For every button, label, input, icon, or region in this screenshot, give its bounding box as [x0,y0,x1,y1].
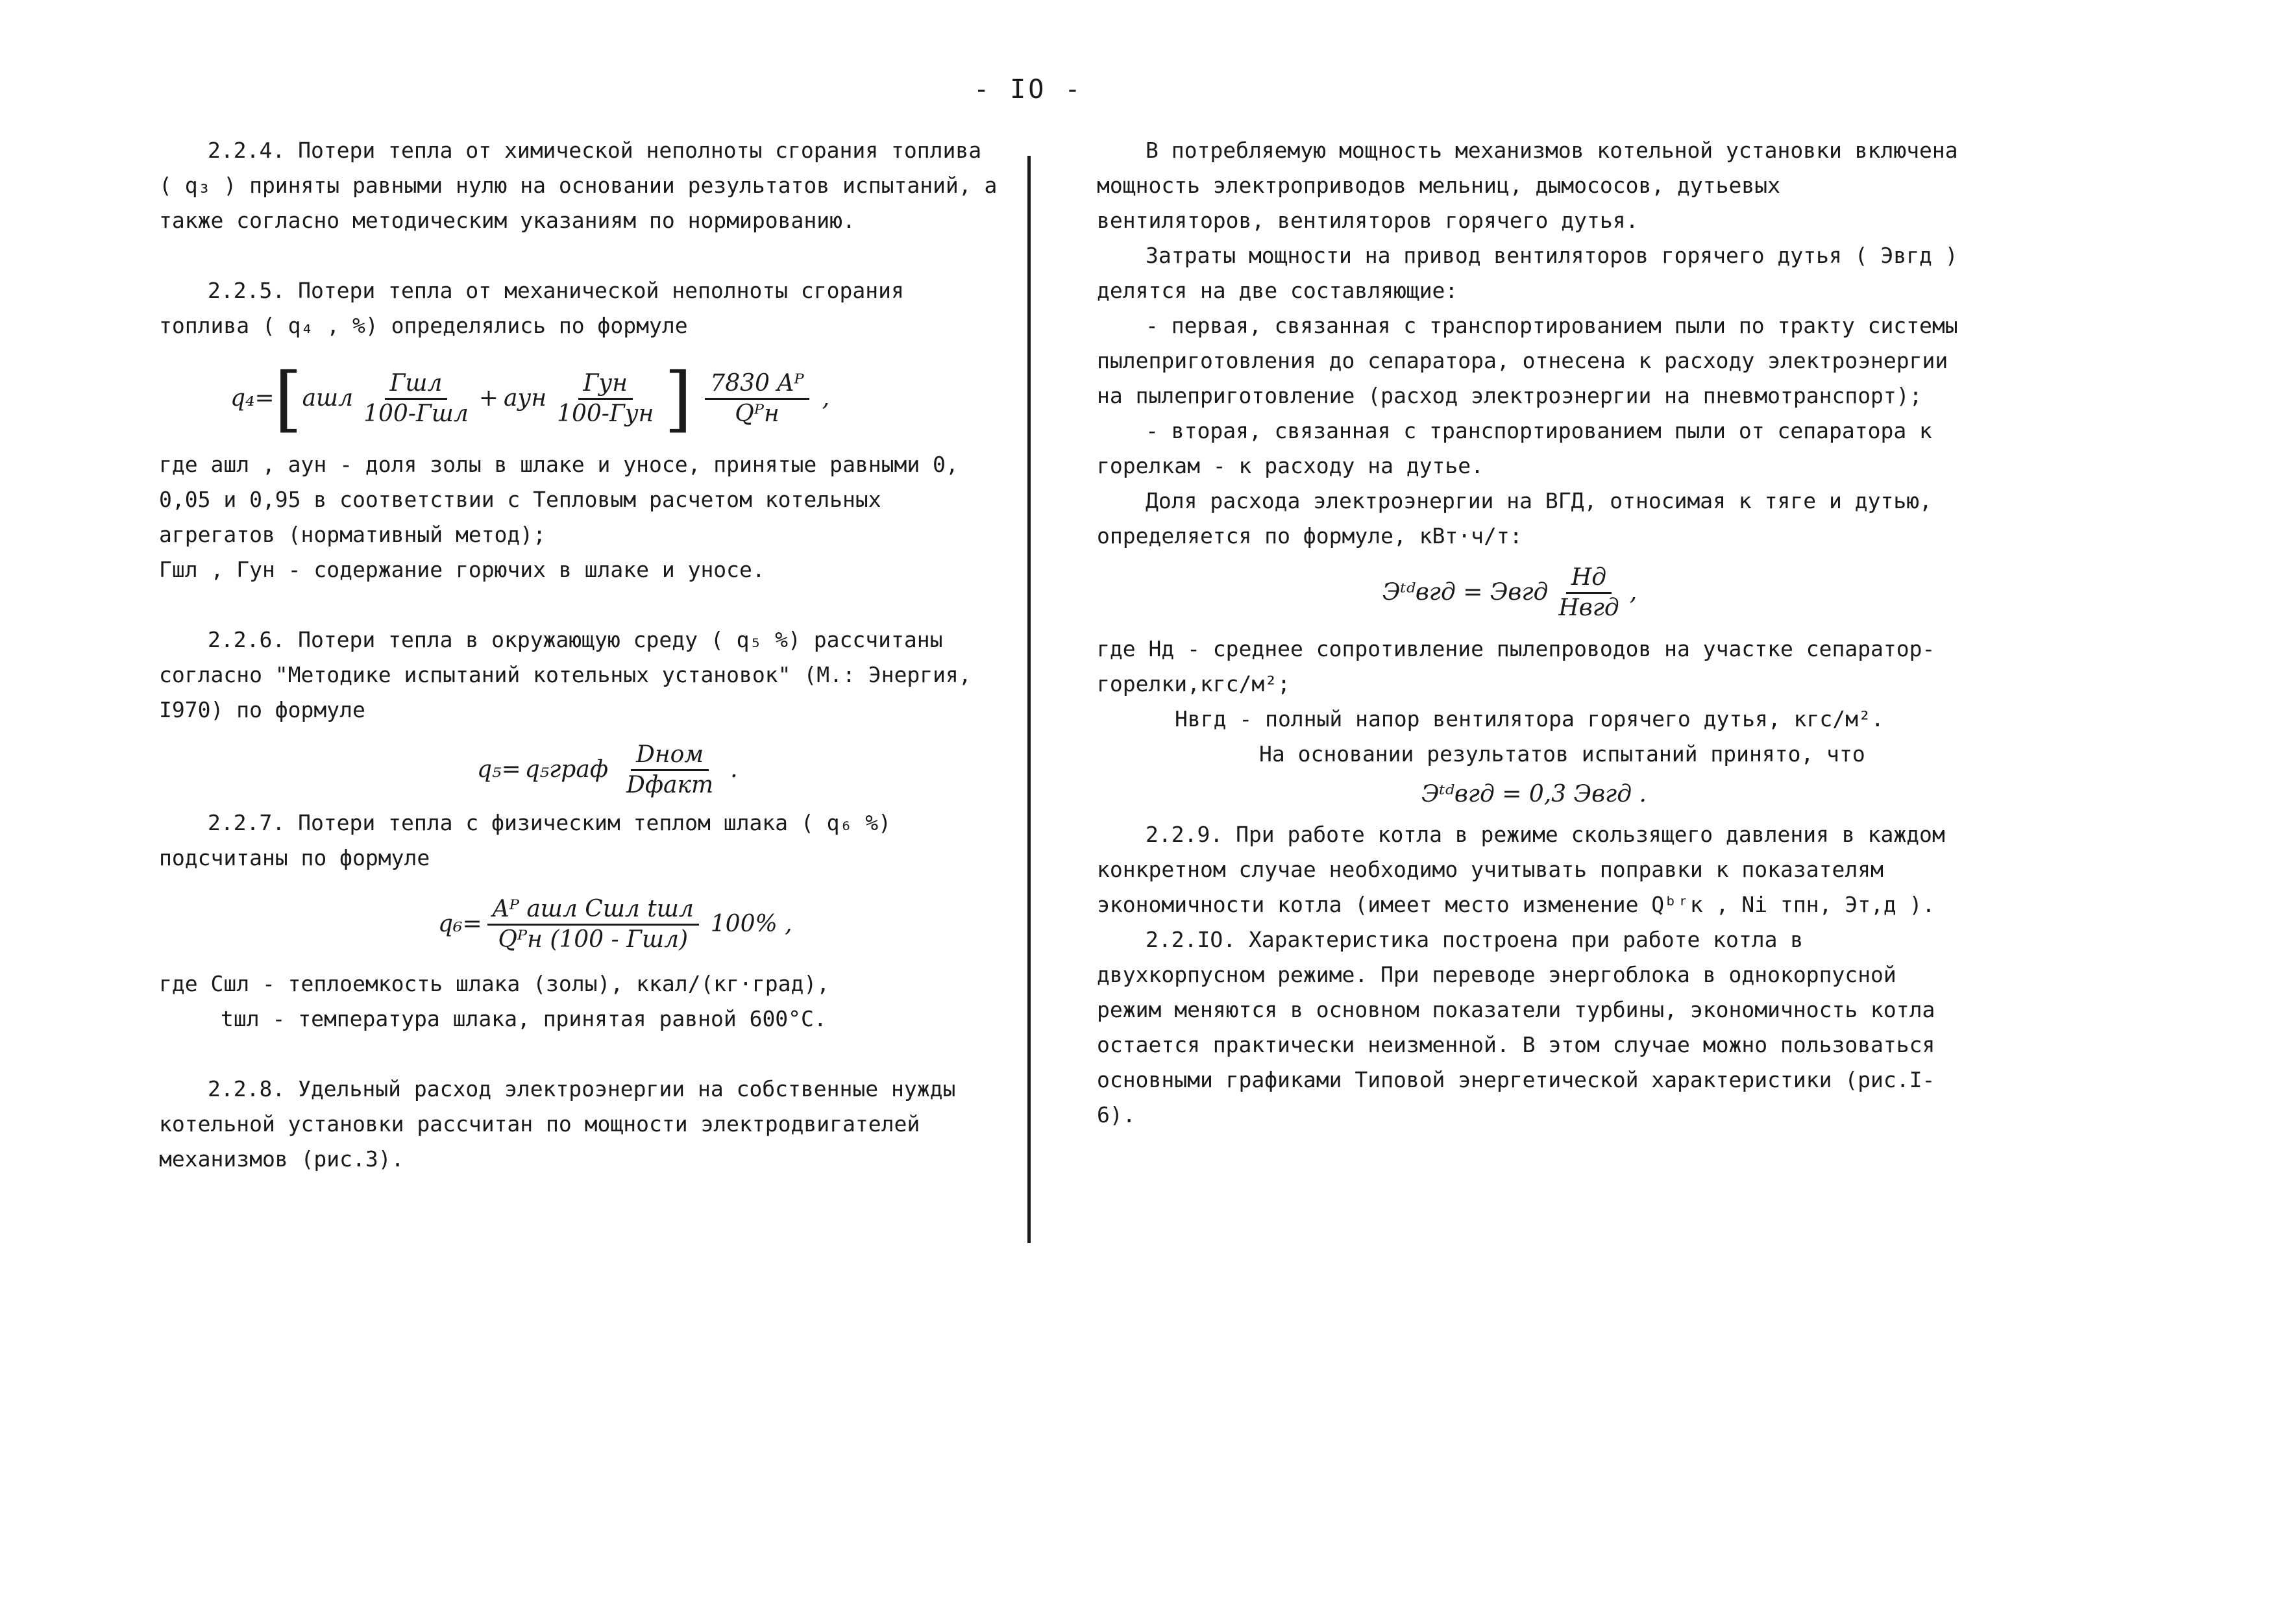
formula-q4-lhs: q₄ [230,385,255,412]
formula-q4-bracket-left: [ [274,357,302,440]
formula-q4-a-un: aун [504,385,547,412]
paragraph-test-results: На основании результатов испытаний принято, что [1259,741,1865,767]
paragraph-fan-costs: Затраты мощности на привод вентиляторов горячего дутья ( Эвгд ) делятся на две составляющие: [1097,243,1958,303]
formula-q4-frac-un [552,369,659,428]
where-ash-fraction: где aшл , aун - доля золы в шлаке и уносе, принятые равными 0, 0,05 и 0,95 в соответствии с Тепловым расчетом котельных агрегатов (нормативный метод); [159,452,959,547]
paragraph-second-component: - вторая, связанная с транспортированием пыли от сепаратора к горелкам - к расходу на дутье. [1097,418,1932,478]
paragraph-2-2-8: 2.2.8. Удельный расход электроэнергии на собственные нужды котельной установки рассчитан по мощности электродвигателей механизмов (рис.3). [159,1076,956,1172]
formula-q5-lhs: q₅= [477,756,521,783]
paragraph-2-2-4: 2.2.4. Потери тепла от химической неполноты сгорания топлива ( q₃ ) приняты равными нулю на основании результатов испытаний, а также согласно методическим указаниям по нормированию. [159,138,998,233]
formula-q5-frac [621,741,718,800]
formula-q4-frac-fuel-num: 7830 Aᴾ [705,369,809,400]
formula-e-vgd-frac-den: Hвгд [1558,594,1619,621]
formula-q4-frac-shl-den: 100-Гшл [363,400,469,427]
paragraph-power-intro: В потребляемую мощность механизмов котельной установки включена мощность электроприводов мельниц, дымососов, дутьевых вентиляторов, вентиляторов горячего дутья. [1097,138,1958,233]
formula-q4-a-shl: aшл [302,385,354,412]
where-slag-heat-capacity: где Cшл - теплоемкость шлака (золы), ккал/(кг·град), [159,971,830,996]
formula-q5: q₅= q₅граф $\frac{\text{Dном}}{\text{Dфакт}}$ . [477,741,738,798]
formula-q6-frac [487,895,699,954]
formula-q4-frac-fuel-den: Qᴾн [735,400,779,427]
paragraph-share-formula: Доля расхода электроэнергии на ВГД, относимая к тяге и дутью, определяется по формуле, кВт·ч/т: [1097,488,1932,548]
paragraph-2-2-9: 2.2.9. При работе котла в режиме скользящего давления в каждом конкретном случае необходимо учитывать поправки к показателям экономичности котла (имеет место изменение Qᵇʳк , Ni тпн, Эт,д ). [1097,822,1945,917]
formula-q6-tail: 100% , [710,911,792,937]
formula-q4-frac-un-num: Гун [578,369,633,400]
formula-q5-frac-den: Dфакт [626,771,714,798]
formula-q4-frac-fuel [705,369,809,428]
where-fan-head: Hвгд - полный напор вентилятора горячего дутья, кгс/м². [1175,706,1884,732]
formula-q5-rhs: q₅граф [524,756,608,783]
where-duct-resistance: где Hд - среднее сопротивление пылепроводов на участке сепаратор-горелки,кгс/м²; [1097,636,1935,696]
paragraph-2-2-5: 2.2.5. Потери тепла от механической неполноты сгорания топлива ( q₄ , %) определялись по формуле [159,278,904,338]
formula-e-vgd-lhs: Эᵗᵈвгд = Эвгд [1382,579,1549,606]
formula-q6 [438,882,1003,966]
formula-q6-frac-num: Aᴾ aшл Cшл tшл [487,895,699,926]
formula-q4-frac-un-den: 100-Гун [557,400,654,427]
right-column [1097,133,1960,1133]
paragraph-2-2-6: 2.2.6. Потери тепла в окружающую среду ( q₅ %) рассчитаны согласно "Методике испытаний котельных установок" (М.: Энергия, I970) по формуле [159,627,972,722]
formula-q4-frac-shl [358,369,474,428]
paragraph-2-2-10: 2.2.IO. Характеристика построена при работе котла в двухкорпусном режиме. При переводе энергоблока в однокорпусной режим меняются в основном показатели турбины, экономичность котла остается практически неизменной. В этом случае можно пользоваться основными графиками Типовой энергетической характеристики (рис.I-6). [1097,927,1935,1127]
formula-q5-frac-num: Dном [631,741,709,771]
where-combustibles: Гшл , Гун - содержание горючих в шлаке и уносе. [159,557,765,582]
page-number: - IO - [974,75,1083,105]
formula-q4-bracket-right: ] [664,357,693,440]
formula-q6-lhs: q₆= [438,911,482,937]
formula-e-vgd: Эᵗᵈвгд = Эвгд $\frac{Hд}{\text{Hвгд}}$ , [1382,563,1638,621]
paragraph-first-component: - первая, связанная с транспортированием пыли по тракту системы пылеприготовления до сепаратора, отнесена к расходу электроэнергии на пылеприготовление (расход электроэнергии на пневмотранспорт); [1097,313,1958,408]
formula-q4: q₄ = [ aшл $\frac{\text{Гшл}}{\text{100-Гшл}}$ + aун $\frac{\text{Гун}}{\text{100-Гун}}$ ] $\frac{\text{7830 Aᴾ}}{\text{Qᴾн}}$ , [230,357,830,440]
formula-e-vgd-frac [1553,563,1624,622]
paragraph-2-2-7: 2.2.7. Потери тепла с физическим теплом шлака ( q₆ %) подсчитаны по формуле [159,810,891,870]
left-column [159,133,1003,1212]
formula-q4-frac-shl-num: Гшл [385,369,448,400]
column-divider [1027,156,1031,1243]
formula-q6-frac-den: Qᴾн (100 - Гшл) [498,926,689,953]
formula-e-td: Эᵗᵈвгд = 0,3 Эвгд . [1421,781,1647,807]
where-slag-temperature: tшл - температура шлака, принятая равной 600°C. [221,1006,827,1031]
formula-e-vgd-frac-num: Hд [1566,563,1612,594]
